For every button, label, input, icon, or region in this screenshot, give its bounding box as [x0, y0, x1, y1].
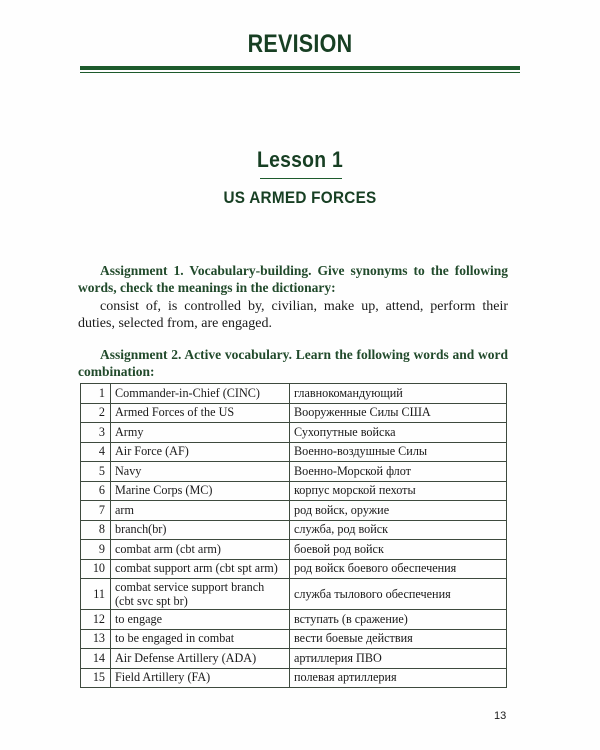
term-russian: Вооруженные Силы США	[290, 403, 507, 423]
assignment-1-heading-text: Assignment 1. Vocabulary-building. Give synonyms to the following words, check the meanings in the dictionary:	[78, 263, 508, 295]
term-english: Field Artillery (FA)	[111, 668, 290, 688]
assignment-1-body: consist of, is controlled by, civilian, make up, attend, perform their duties, selected from, are engaged.	[78, 299, 508, 331]
row-number: 4	[81, 442, 111, 462]
row-number: 9	[81, 540, 111, 560]
term-english: branch(br)	[111, 520, 290, 540]
term-english: Army	[111, 423, 290, 443]
row-number: 1	[81, 384, 111, 404]
term-english: Navy	[111, 462, 290, 482]
assignment-1-heading	[78, 262, 508, 296]
term-english: combat arm (cbt arm)	[111, 540, 290, 560]
term-english: to engage	[111, 610, 290, 630]
term-english: Marine Corps (MC)	[111, 481, 290, 501]
lesson-topic: US ARMED FORCES	[223, 188, 377, 207]
table-row	[81, 423, 507, 443]
lesson-divider	[260, 178, 342, 179]
term-russian: боевой род войск	[290, 540, 507, 560]
title-divider-thick	[80, 66, 520, 70]
table-row	[81, 559, 507, 579]
section-title: REVISION	[247, 30, 353, 58]
term-english: Air Force (AF)	[111, 442, 290, 462]
table-row	[81, 668, 507, 688]
table-row	[81, 501, 507, 521]
term-russian: служба, род войск	[290, 520, 507, 540]
table-row	[81, 442, 507, 462]
term-english: Commander-in-Chief (CINC)	[111, 384, 290, 404]
table-row	[81, 520, 507, 540]
term-russian: полевая артиллерия	[290, 668, 507, 688]
term-english: to be engaged in combat	[111, 629, 290, 649]
term-russian: Военно-воздушные Силы	[290, 442, 507, 462]
term-russian: Военно-Морской флот	[290, 462, 507, 482]
table-row	[81, 629, 507, 649]
table-row	[81, 481, 507, 501]
term-russian: род войск, оружие	[290, 501, 507, 521]
term-russian: главнокомандующий	[290, 384, 507, 404]
assignment-2-heading-text: Assignment 2. Active vocabulary. Learn the following words and word combination:	[78, 347, 508, 379]
table-row	[81, 384, 507, 404]
term-english: combat support arm (cbt spt arm)	[111, 559, 290, 579]
table-row	[81, 403, 507, 423]
table-row	[81, 649, 507, 669]
row-number: 11	[81, 579, 111, 610]
page-number: 13	[494, 710, 507, 722]
term-english: combat service support branch (cbt svc spt br)	[111, 579, 290, 610]
table-row	[81, 610, 507, 630]
row-number: 12	[81, 610, 111, 630]
term-russian: Сухопутные войска	[290, 423, 507, 443]
row-number: 3	[81, 423, 111, 443]
table-row	[81, 579, 507, 610]
row-number: 2	[81, 403, 111, 423]
row-number: 6	[81, 481, 111, 501]
table-row	[81, 462, 507, 482]
row-number: 14	[81, 649, 111, 669]
title-divider-thin	[80, 72, 520, 73]
term-russian: вступать (в сражение)	[290, 610, 507, 630]
assignment-2-heading	[78, 346, 508, 380]
vocabulary-table	[80, 383, 507, 688]
term-english: Armed Forces of the US	[111, 403, 290, 423]
term-russian: артиллерия ПВО	[290, 649, 507, 669]
table-row	[81, 540, 507, 560]
row-number: 10	[81, 559, 111, 579]
term-russian: вести боевые действия	[290, 629, 507, 649]
row-number: 8	[81, 520, 111, 540]
term-english: Air Defense Artillery (ADA)	[111, 649, 290, 669]
term-english: arm	[111, 501, 290, 521]
term-russian: род войск боевого обеспечения	[290, 559, 507, 579]
row-number: 5	[81, 462, 111, 482]
row-number: 15	[81, 668, 111, 688]
term-russian: служба тылового обеспечения	[290, 579, 507, 610]
lesson-title: Lesson 1	[256, 147, 344, 172]
row-number: 13	[81, 629, 111, 649]
term-russian: корпус морской пехоты	[290, 481, 507, 501]
row-number: 7	[81, 501, 111, 521]
